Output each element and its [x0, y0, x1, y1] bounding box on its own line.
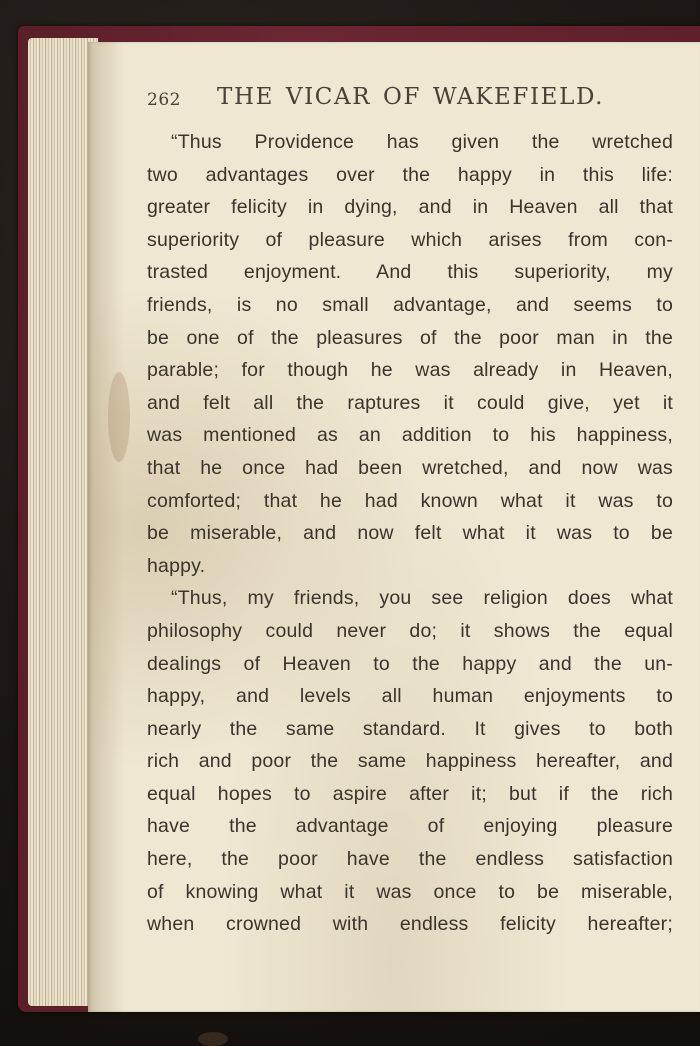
text-line: trasted enjoyment. And this superiority, my [147, 261, 673, 284]
text-line: nearly the same standard. It gives to both [147, 717, 673, 740]
text-line: be miserable, and now felt what it was to be [147, 522, 673, 545]
text-line: superiority of pleasure which arises from con- [147, 228, 673, 251]
text-line: happy, and levels all human enjoyments to [147, 685, 673, 708]
page-stain [108, 372, 130, 462]
text-line: of knowing what it was once to be miserable, [147, 880, 673, 903]
page-stain [198, 1032, 228, 1046]
page-number: 262 [147, 90, 181, 110]
text-line: two advantages over the happy in this life: [147, 163, 673, 186]
text-line: happy. [147, 554, 206, 577]
text-line: that he once had been wretched, and now was [147, 456, 673, 479]
text-line: have the advantage of enjoying pleasure [147, 815, 673, 838]
text-line: friends, is no small advantage, and seems to [147, 293, 673, 316]
text-line: be one of the pleasures of the poor man in the [147, 326, 673, 349]
text-line: parable; for though he was already in Heaven, [147, 359, 673, 382]
body-text [147, 126, 673, 941]
running-head [147, 84, 677, 114]
text-line: comforted; that he had known what it was to [147, 489, 673, 512]
text-line: here, the poor have the endless satisfaction [147, 848, 673, 871]
text-line: rich and poor the same happiness hereafter, and [147, 750, 673, 773]
text-line: equal hopes to aspire after it; but if the rich [147, 782, 673, 805]
running-title: THE VICAR OF WAKEFIELD. [217, 84, 605, 110]
text-line: “Thus, my friends, you see religion does what [171, 587, 673, 610]
text-line: was mentioned as an addition to his happiness, [147, 424, 673, 447]
text-line: dealings of Heaven to the happy and the un- [147, 652, 673, 675]
text-line: and felt all the raptures it could give, yet it [147, 391, 673, 414]
text-line: when crowned with endless felicity hereafter; [147, 913, 673, 936]
text-line: “Thus Providence has given the wretched [171, 131, 673, 153]
text-line: philosophy could never do; it shows the equal [147, 619, 673, 642]
text-line: greater felicity in dying, and in Heaven all that [147, 196, 673, 219]
